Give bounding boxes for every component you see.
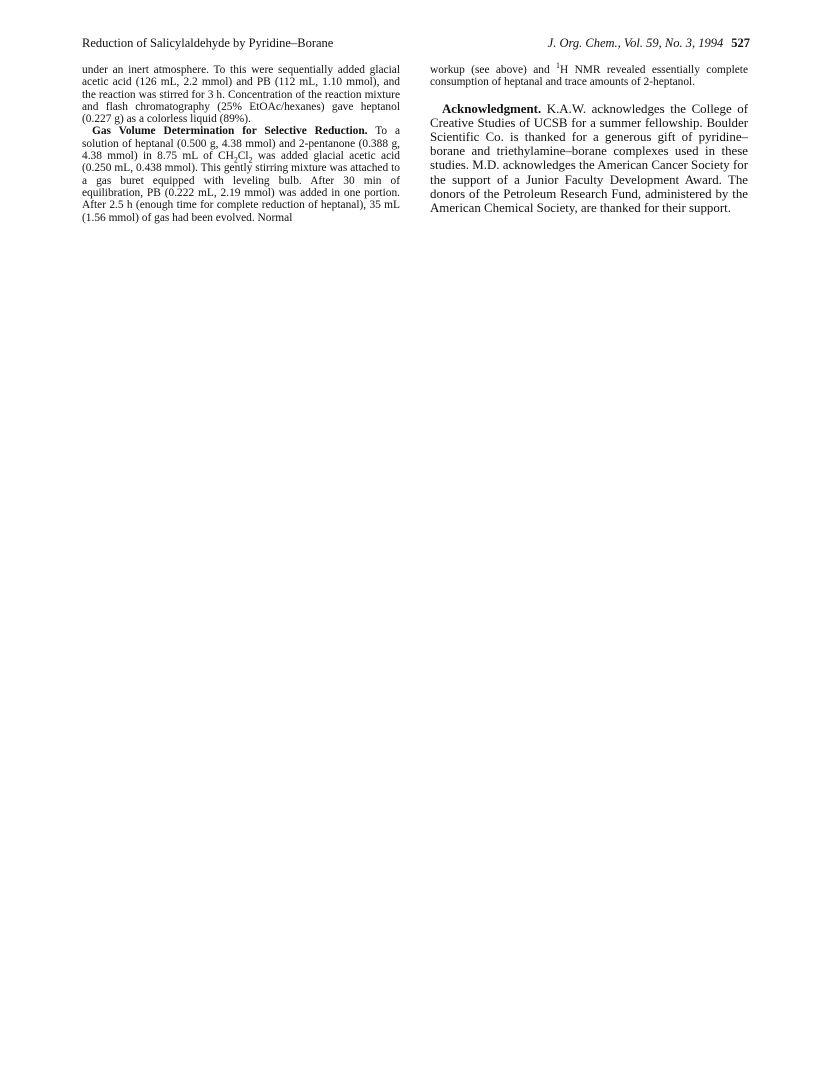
paragraph-text: Cl <box>237 150 249 163</box>
acknowledgment-paragraph <box>430 102 748 216</box>
subscript: 2 <box>248 155 253 165</box>
paragraph-text: To a solution of heptanal (0.500 g, 4.38 mmol) and 2-pentanone (0.388 g, 4.38 mmol) in 8.75 mL of CH <box>82 125 401 163</box>
page-header <box>82 36 750 52</box>
workup-paragraph <box>430 61 749 89</box>
section-heading: Gas Volume Determination for Selective Reduction. <box>92 125 368 138</box>
acknowledgment-heading: Acknowledgment. <box>442 101 542 116</box>
paragraph-text: was added glacial acetic acid (0.250 mL, 0.438 mmol). This gently stirring mixture was attached to a gas buret equipped with leveling bulb. After 30 min of equilibration, PB (0.222 mL, 2.19 mmol) was added in one portion. After 2.5 h (enough time for complete reduction of heptanal), 35 mL (1.56 mmol) of gas had been evolved. Normal <box>82 150 400 224</box>
paragraph-text: workup (see above) and <box>430 64 557 76</box>
right-column <box>430 61 749 216</box>
acknowledgment-text: K.A.W. acknowledges the College of Creative Studies of UCSB for a summer fellowship. Boulder Scientific Co. is thanked for a generous gift of pyridine–borane and triethylamine–borane complexes used in these studies. M.D. acknowledges the American Cancer Society for the support of a Junior Faculty Development Award. The donors of the Petroleum Research Fund, administered by the American Chemical Society, are thanked for their support. <box>430 101 748 216</box>
page-number: 527 <box>731 36 750 50</box>
journal-reference: J. Org. Chem., Vol. 59, No. 3, 1994 <box>547 36 724 50</box>
journal-citation <box>548 36 750 51</box>
left-column <box>82 64 400 224</box>
experimental-paragraph: under an inert atmosphere. To this were sequentially added glacial acetic acid (126 mL, 2.2 mmol) and PB (112 mL, 1.10 mmol), and the reaction was stirred for 3 h. Concentration of the reaction mixture and flash chromatography (25% EtOAc/hexanes) gave heptanol (0.227 g) as a colorless liquid (89%). <box>82 64 400 126</box>
gas-volume-paragraph <box>82 125 400 223</box>
superscript: 1 <box>556 61 560 71</box>
paragraph-text: H NMR revealed essentially complete consumption of heptanal and trace amounts of 2-heptanol. <box>430 64 749 89</box>
running-title: Reduction of Salicylaldehyde by Pyridine–Borane <box>82 36 334 50</box>
subscript: 2 <box>233 155 238 165</box>
